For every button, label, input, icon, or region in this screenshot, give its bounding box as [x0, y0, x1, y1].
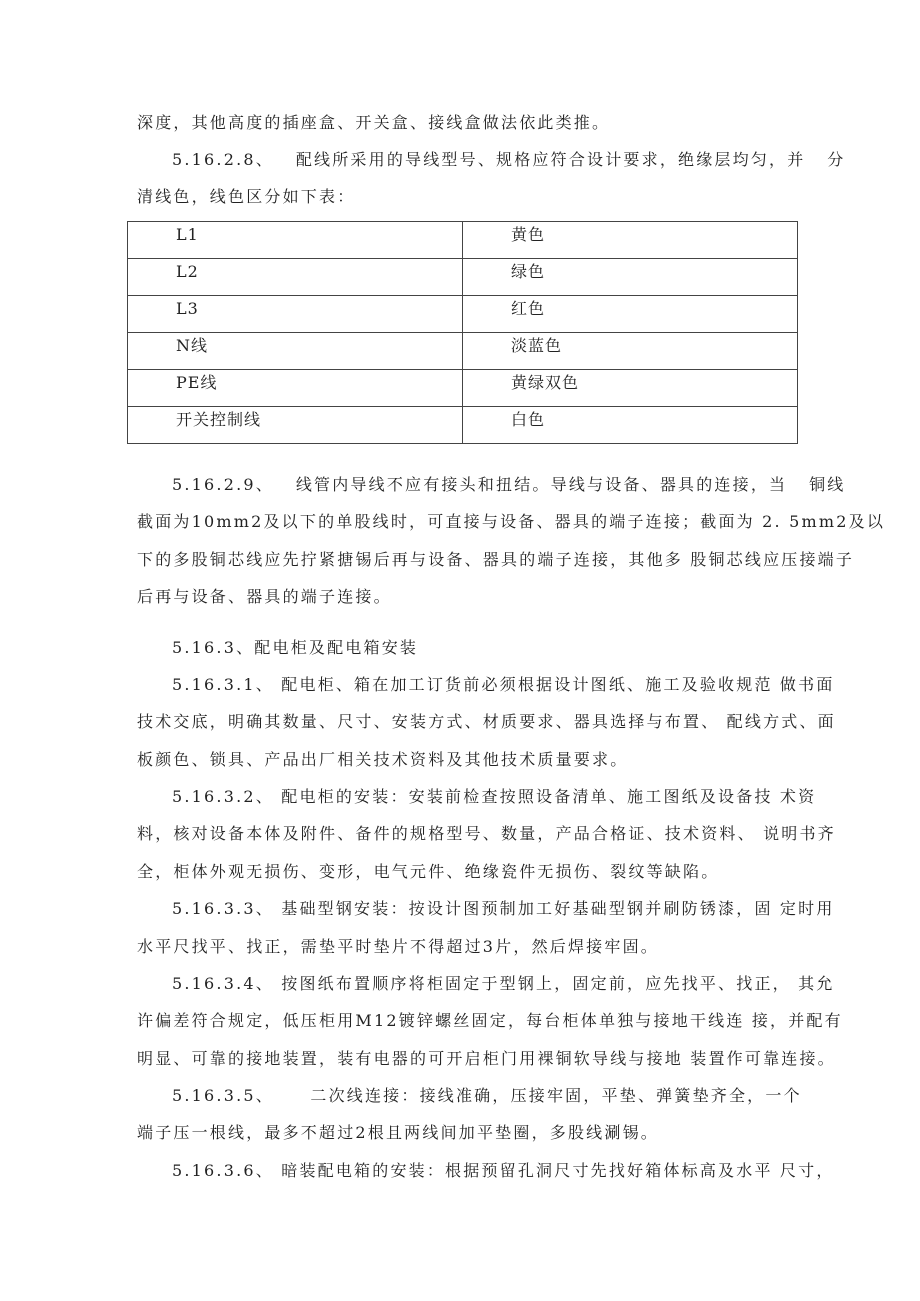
paragraph-line: 清线色，线色区分如下表： [137, 187, 356, 206]
table-row [128, 407, 798, 444]
table-row [128, 259, 798, 296]
paragraph-line: 后再与设备、器具的端子连接。 [137, 587, 392, 606]
paragraph-line: 5.16.3.5、 二次线连接：接线准确，压接牢固，平垫、弹簧垫齐全，一个 [172, 1086, 802, 1105]
paragraph-line: 料，核对设备本体及附件、备件的规格型号、数量，产品合格证、技术资料、 说明书齐 [137, 824, 836, 843]
wire-color-cell: 黄色 [463, 222, 798, 259]
paragraph-line: 5.16.3.1、 配电柜、箱在加工订货前必须根据设计图纸、施工及验收规范 做书面 [172, 675, 835, 694]
wire-color-cell: 白色 [463, 407, 798, 444]
paragraph-line: 5.16.3.4、 按图纸布置顺序将柜固定于型钢上，固定前，应先找平、找正， 其允 [172, 974, 835, 993]
paragraph-line: 5.16.3.3、 基础型钢安装：按设计图预制加工好基础型钢并刷防锈漆，固 定时用 [172, 899, 835, 918]
paragraph-line: 下的多股铜芯线应先拧紧搪锡后再与设备、器具的端子连接，其他多 股铜芯线应压接端子 [137, 550, 855, 569]
wire-name-cell: 开关控制线 [128, 407, 463, 444]
table-row [128, 222, 798, 259]
wire-color-cell: 黄绿双色 [463, 370, 798, 407]
paragraph-line: 5.16.2.9、 线管内导线不应有接头和扭结。导线与设备、器具的连接，当 铜线 [172, 475, 846, 494]
paragraph-line: 深度，其他高度的插座盒、开关盒、接线盒做法依此类推。 [137, 113, 611, 132]
paragraph-line: 许偏差符合规定，低压柜用M12镀锌螺丝固定，每台柜体单独与接地干线连 接，并配有 [137, 1011, 843, 1030]
paragraph-line: 技术交底，明确其数量、尺寸、安装方式、材质要求、器具选择与布置、 配线方式、面 [137, 712, 836, 731]
wire-color-cell: 淡蓝色 [463, 333, 798, 370]
paragraph-line: 5.16.3.2、 配电柜的安装：安装前检查按照设备清单、施工图纸及设备技 术资 [172, 787, 817, 806]
section-heading: 5.16.3、配电柜及配电箱安装 [172, 638, 419, 657]
paragraph-line: 水平尺找平、找正，需垫平时垫片不得超过3片，然后焊接牢固。 [137, 937, 659, 956]
wire-name-cell: PE线 [128, 370, 463, 407]
paragraph-line: 5.16.3.6、 暗装配电箱的安装：根据预留孔洞尺寸先找好箱体标高及水平 尺寸， [172, 1161, 835, 1180]
paragraph-line: 端子压一根线，最多不超过2根且两线间加平垫圈，多股线涮锡。 [137, 1123, 659, 1142]
paragraph-line: 明显、可靠的接地装置，装有电器的可开启柜门用裸铜软导线与接地 装置作可靠连接。 [137, 1049, 836, 1068]
wire-color-cell: 红色 [463, 296, 798, 333]
wire-name-cell: L1 [128, 222, 463, 259]
table-row [128, 333, 798, 370]
wire-name-cell: L3 [128, 296, 463, 333]
wire-color-cell: 绿色 [463, 259, 798, 296]
table-row [128, 296, 798, 333]
paragraph-line: 板颜色、锁具、产品出厂相关技术资料及其他技术质量要求。 [137, 750, 629, 769]
table-row [128, 370, 798, 407]
wire-name-cell: L2 [128, 259, 463, 296]
paragraph-line: 5.16.2.8、 配线所采用的导线型号、规格应符合设计要求，绝缘层均匀，并 分 [172, 150, 846, 169]
wire-color-table [127, 221, 798, 444]
paragraph-line: 全，柜体外观无损伤、变形，电气元件、绝缘瓷件无损伤、裂纹等缺陷。 [137, 862, 720, 881]
wire-name-cell: N线 [128, 333, 463, 370]
paragraph-line: 截面为10mm2及以下的单股线时，可直接与设备、器具的端子连接；截面为 2. 5mm2及以 [137, 512, 886, 531]
